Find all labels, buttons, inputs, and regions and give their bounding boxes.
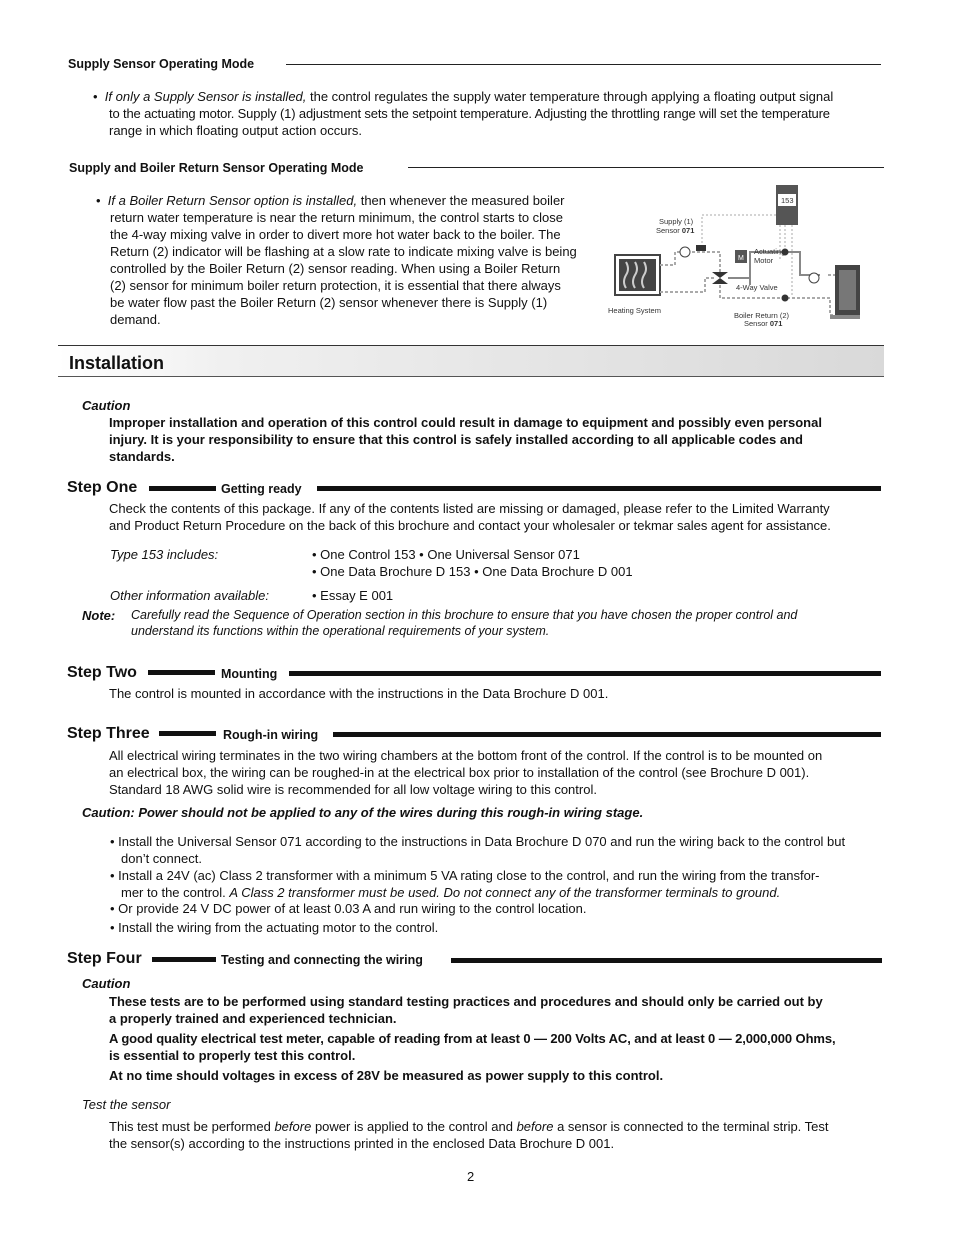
other-info-item: • Essay E 001 (312, 588, 394, 603)
svg-text:Supply (1): Supply (1) (659, 217, 694, 226)
step-one-title: Step One (67, 479, 138, 496)
other-info-label: Other information available: (110, 588, 269, 603)
svg-text:Motor: Motor (754, 256, 774, 265)
step-one-text: Check the contents of this package. If any of the contents listed are missing or damaged, please refer to the Limited Warranty and Product Return Procedure on the back of this brochure and contact your wholesaler or tekmar sales agent for assistance. (109, 501, 831, 533)
step-rule (289, 671, 881, 676)
pump-icon (680, 247, 690, 257)
page-number: 2 (467, 1169, 475, 1184)
svg-text:4-Way Valve: 4-Way Valve (736, 283, 778, 292)
note-label: Note: (82, 608, 116, 623)
control-label: 153 (781, 196, 794, 205)
svg-text:Heating System: Heating System (608, 306, 661, 315)
supply-mode-heading: Supply Sensor Operating Mode (68, 57, 255, 71)
svg-text:Sensor 071: Sensor 071 (744, 319, 783, 328)
step-one-subtitle: Getting ready (221, 482, 302, 496)
boiler-return-sensor-icon (782, 295, 789, 302)
pump-icon (809, 273, 819, 283)
step-four-title: Step Four (67, 950, 142, 967)
includes-item: • One Control 153 • One Universal Sensor 071 (312, 547, 580, 562)
step-rule (148, 670, 215, 675)
boiler-mode-heading: Supply and Boiler Return Sensor Operating Mode (69, 161, 364, 175)
caution-label: Caution (82, 398, 131, 413)
step-four-subtitle: Testing and connecting the wiring (221, 953, 423, 967)
rough-in-caution: Caution: Power should not be applied to any of the wires during this rough-in wiring stage. (82, 805, 644, 820)
step-two-title: Step Two (67, 664, 137, 681)
four-way-valve-icon (712, 272, 728, 284)
section-rule (286, 64, 881, 65)
installation-banner (58, 345, 884, 377)
testing-caution: These tests are to be performed using standard testing practices and procedures and should only be carried out by a properly trained and experienced technician. A good quality electrical test meter, capable of reading from at least 0 — 200 Volts AC, and at least 0 — 2,000,000 Ohms, is essential to properly test this control. At no time should voltages in excess of 28V be measured as power supply to this control. (109, 994, 836, 1083)
step-two-subtitle: Mounting (221, 667, 278, 681)
includes-label: Type 153 includes: (110, 547, 219, 562)
step-two-text: The control is mounted in accordance with the instructions in the Data Brochure D 001. (109, 686, 609, 701)
includes-item: • One Data Brochure D 153 • One Data Brochure D 001 (312, 564, 633, 579)
mixing-system-diagram (600, 180, 884, 335)
section-rule (408, 167, 884, 168)
list-item: • Install the wiring from the actuating motor to the control. (110, 920, 439, 935)
caution-label: Caution (82, 976, 131, 991)
supply-mode-bullet: • If only a Supply Sensor is installed, the control regulates the supply water temperature through applying a floating output signal to the actuating motor. Supply (1) adjustment sets the setpoint temperature. Adjusting the throttling range will set the temperature range in which floating output action occurs. (93, 89, 834, 138)
motor-symbol: M (738, 255, 744, 262)
step-rule (149, 486, 216, 491)
svg-text:Actuating: Actuating (754, 247, 786, 256)
step-three-title: Step Three (67, 725, 150, 742)
list-item: • Install a 24V (ac) Class 2 transformer with a minimum 5 VA rating close to the control, and run the wiring from the transfor- mer to the control. A Class 2 transformer must be used. Do not connect any of the transformer terminals to ground. (110, 868, 820, 900)
test-sensor-text: This test must be performed before power is applied to the control and before a sensor is connected to the terminal strip. Test the sensor(s) according to the instructions printed in the enclosed Data Brochure D 001. (109, 1119, 829, 1151)
step-rule (317, 486, 881, 491)
step-rule (152, 957, 216, 962)
list-item: • Install the Universal Sensor 071 according to the instructions in Data Brochure D 070 and run the wiring back to the control but don’t connect. (110, 834, 846, 866)
step-three-text: All electrical wiring terminates in the two wiring chambers at the bottom front of the control. If the control is to be mounted on an electrical box, the wiring can be roughed-in at the electrical box prior to installation of the control (see Brochure D 001). Standard 18 AWG solid wire is recommended for all low voltage wiring to this control. (109, 748, 823, 797)
installation-title: Installation (69, 353, 165, 373)
svg-text:Boiler Return (2): Boiler Return (2) (734, 311, 790, 320)
step-three-subtitle: Rough-in wiring (223, 728, 319, 742)
test-sensor-label: Test the sensor (82, 1097, 171, 1112)
list-item: • Or provide 24 V DC power of at least 0.03 A and run wiring to the control location. (110, 901, 587, 916)
svg-text:Sensor 071: Sensor 071 (656, 226, 695, 235)
note-text: Carefully read the Sequence of Operation section in this brochure to ensure that you have chosen the proper control and understand its functions within the operational requirements of your system. (131, 608, 798, 638)
step-rule (333, 732, 881, 737)
installation-caution: Improper installation and operation of this control could result in damage to equipment and possibly even personal injury. It is your responsibility to ensure that this control is safely installed according to all applicable codes and standards. (109, 415, 822, 464)
boiler-mode-bullet: • If a Boiler Return Sensor option is installed, then whenever the measured boiler return water temperature is near the return minimum, the control starts to close the 4-way mixing valve in order to divert more hot water back to the boiler. The Return (2) indicator will be flashing at a slow rate to indicate mixing valve is being controlled by the Boiler Return (2) sensor reading. When using a Boiler Return (2) sensor for minimum boiler return protection, it is essential that there always be water flow past the Boiler Return (2) sensor whenever there is Supply (1) demand. (96, 193, 577, 327)
supply-sensor-icon (696, 245, 706, 251)
step-rule (159, 731, 216, 736)
step-rule (451, 958, 882, 963)
